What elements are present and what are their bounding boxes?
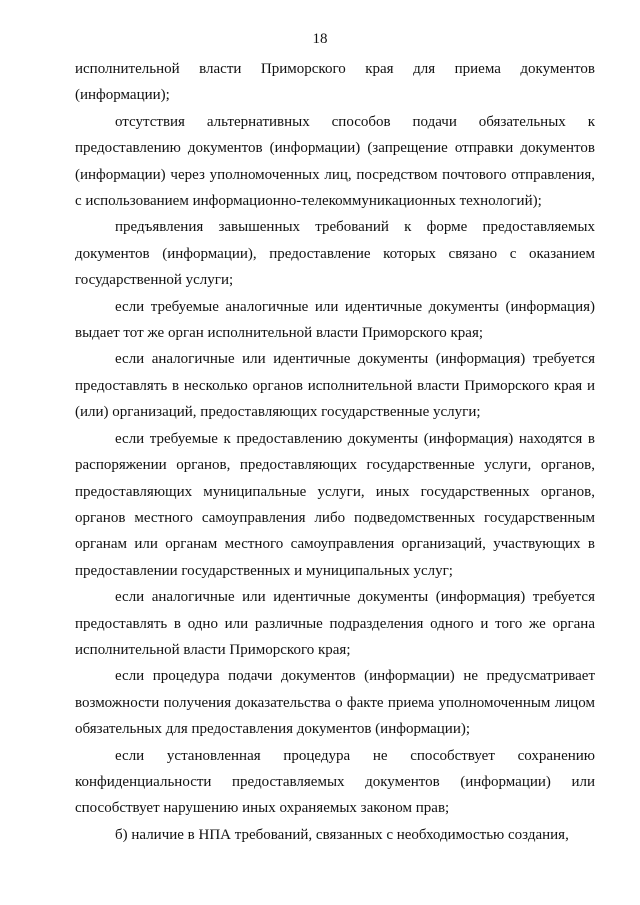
paragraph-no-receipt-proof: если процедура подачи документов (информации) не предусматривает возможности получения доказательства о факте приема уполномоченным лицом обязательных для предоставления документов (информации); [75, 668, 595, 738]
page-number: 18 [312, 31, 328, 47]
paragraph-same-authority: если требуемые аналогичные или идентичные документы (информация) выдает тот же орган исполнительной власти Приморского края; [75, 298, 595, 342]
paragraph-continuation: исполнительной власти Приморского края для приема документов (информации); [75, 61, 595, 104]
paragraph-no-alternative-methods: отсутствия альтернативных способов подачи обязательных к предоставлению документов (информации) (запрещение отправки документов (информации) через уполномоченных лиц, посредством почтового отправления, с использованием информационно-телекоммуникационных технологий); [75, 113, 595, 210]
paragraph-several-authorities: если аналогичные или идентичные документы (информация) требуется предоставлять в несколько органов исполнительной власти Приморского края и (или) организаций, предоставляющих государственные услуги; [75, 351, 595, 421]
document-body [75, 56, 595, 848]
paragraph-subdivisions: если аналогичные или идентичные документы (информация) требуется предоставлять в одно или различные подразделения одного и того же органа исполнительной власти Приморского края; [75, 589, 595, 658]
paragraph-excessive-requirements: предъявления завышенных требований к форме предоставляемых документов (информации), предоставление которых связано с оказанием государственной услуги; [75, 219, 595, 289]
paragraph-documents-at-disposal: если требуемые к предоставлению документы (информация) находятся в распоряжении органов, предоставляющих государственные услуги, органов, предоставляющих муниципальные услуги, иных государственных органов, органов местного самоуправления либо подведомственных государственным органам или органам местного самоуправления организаций, участвующих в предоставлении государственных и муниципальных услуг; [75, 430, 595, 579]
paragraph-item-b: б) наличие в НПА требований, связанных с необходимостью создания, [115, 826, 569, 843]
paragraph-confidentiality: если установленная процедура не способствует сохранению конфиденциальности предоставляемых документов (информации) или способствует нарушению иных охраняемых законом прав; [75, 747, 595, 817]
